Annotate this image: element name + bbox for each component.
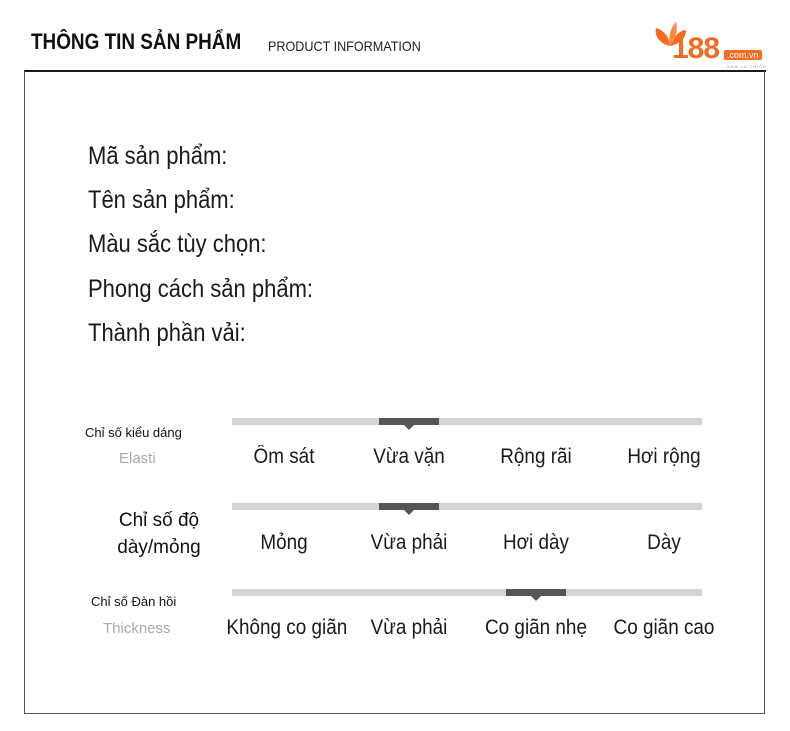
scale-thickness-option: Mỏng [260, 531, 308, 554]
scale-fit-marker [379, 418, 439, 425]
scale-elasticity-ghost-label: Thickness [103, 620, 171, 637]
field-product-style: Phong cách sản phẩm: [88, 275, 314, 303]
scale-fit-ghost-label: Elasti [119, 450, 156, 467]
scale-thickness-option: Hơi dày [503, 531, 569, 554]
scale-fit-option: Vừa vặn [373, 445, 445, 468]
scale-fit-label: Chỉ số kiểu dáng [85, 425, 182, 440]
field-color-options: Màu sắc tùy chọn: [88, 230, 267, 258]
scale-thickness-label-line2: dày/mỏng [117, 537, 201, 558]
scale-thickness-option: Vừa phải [370, 531, 448, 554]
scale-elasticity-option: Không co giãn [226, 616, 348, 639]
field-product-code: Mã sản phẩm: [88, 142, 228, 170]
field-product-name: Tên sản phẩm: [88, 186, 235, 214]
scale-thickness-label [100, 507, 218, 561]
scale-thickness-marker [379, 503, 439, 510]
scale-fit-option: Rộng rãi [500, 445, 572, 468]
scale-fit-option: Hơi rộng [627, 445, 701, 468]
scale-thickness-option: Dày [647, 531, 681, 554]
scale-elasticity-marker [506, 589, 566, 596]
scale-fit-option: Ôm sát [253, 445, 315, 468]
logo-domain: .com.vn [724, 50, 762, 60]
page-title: THÔNG TIN SẢN PHẨM [31, 29, 242, 54]
scale-fit-bar [232, 418, 702, 425]
logo-tagline: XEM LÀ THÍCH [727, 64, 767, 69]
page-subtitle: PRODUCT INFORMATION [268, 38, 421, 54]
scale-thickness-label-line1: Chỉ số độ [118, 510, 200, 531]
logo-number: 188 [672, 32, 720, 65]
scale-elasticity-option: Vừa phải [370, 616, 448, 639]
scale-elasticity-option: Co giãn cao [613, 616, 715, 639]
scale-elasticity-label: Chỉ số Đàn hồi [91, 594, 177, 609]
field-fabric: Thành phần vải: [88, 319, 246, 347]
brand-logo [650, 20, 775, 75]
scale-elasticity-option: Co giãn nhẹ [485, 616, 587, 639]
scale-elasticity-bar [232, 589, 702, 596]
scale-thickness-bar [232, 503, 702, 510]
